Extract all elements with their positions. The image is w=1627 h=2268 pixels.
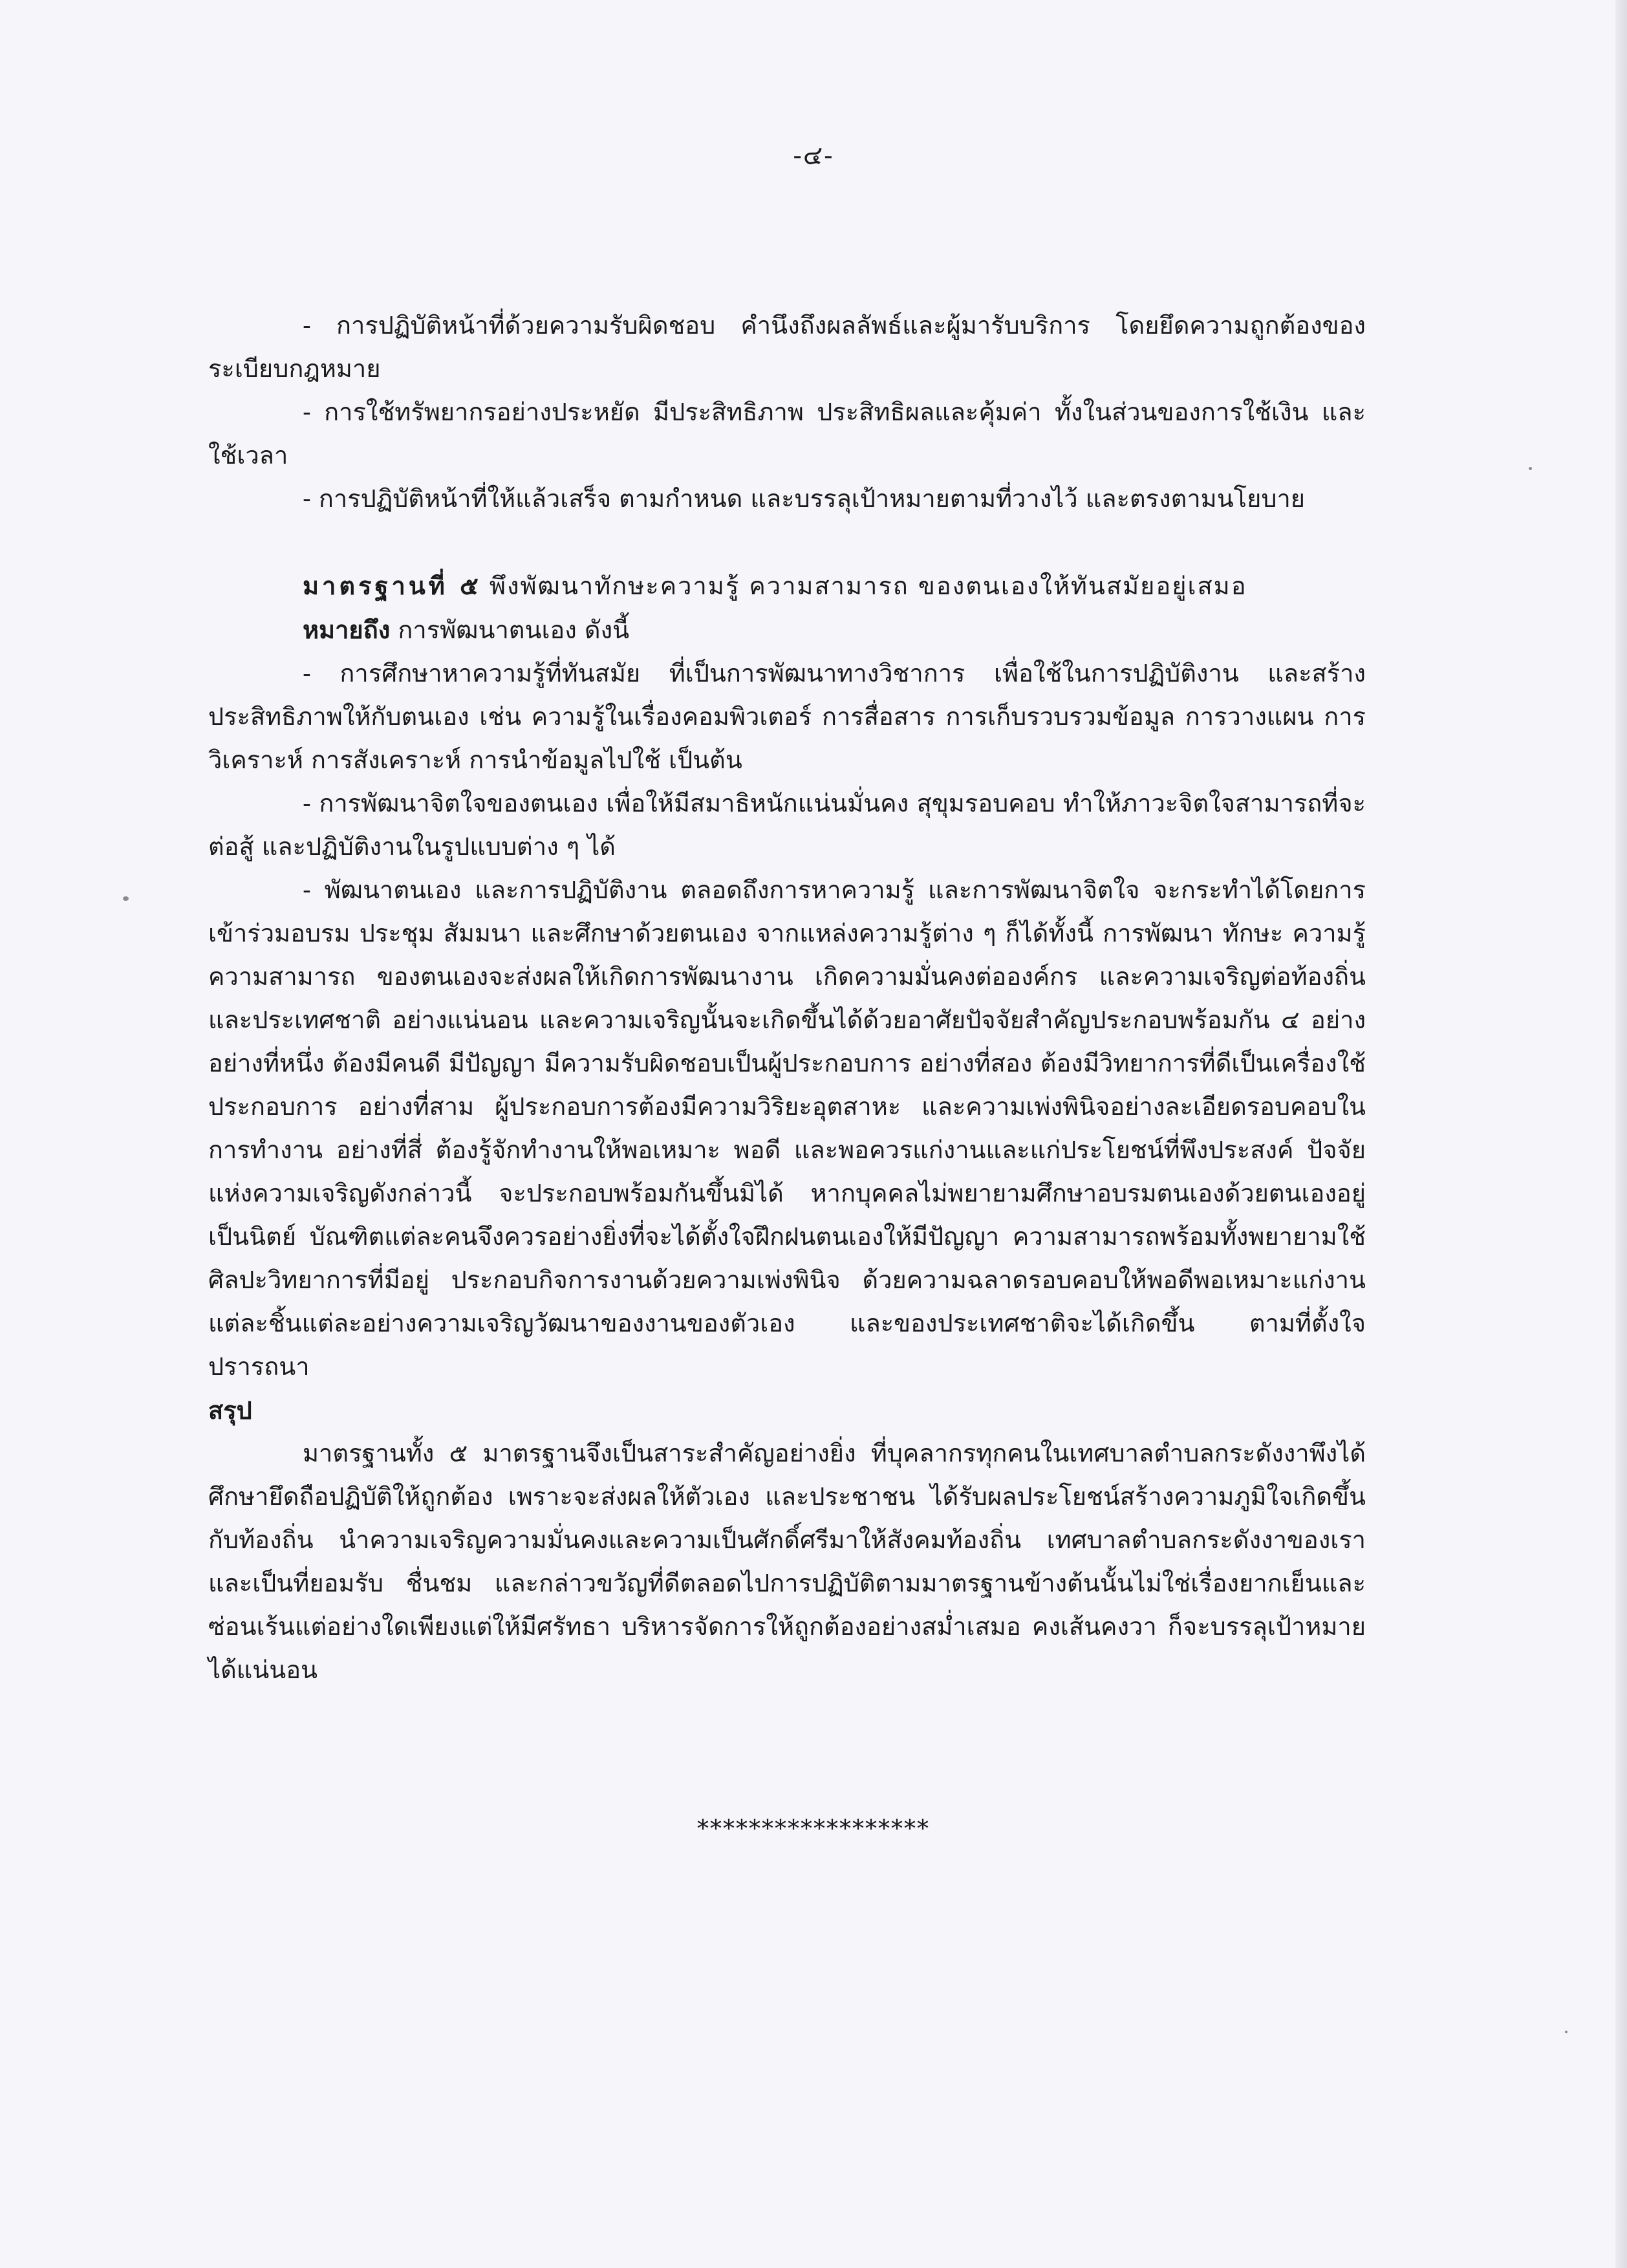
standard-5-title: พึงพัฒนาทักษะความรู้ ความสามารถ ของตนเองให้ทันสมัยอยู่เสมอ [489, 572, 1247, 600]
standard-5-item-3: - พัฒนาตนเอง และการปฏิบัติงาน ตลอดถึงการหาความรู้ และการพัฒนาจิตใจ จะกระทำได้โดยการเข้าร่วมอบรม ประชุม สัมมนา และศึกษาด้วยตนเอง จากแหล่งความรู้ต่าง ๆ ก็ได้ทั้งนี้ การพัฒนา ทักษะ ความรู้ ความสามารถ ของตนเองจะส่งผลให้เกิดการพัฒนางาน เกิดความมั่นคงต่อองค์กร และความเจริญต่อท้องถิ่นและประเทศชาติ อย่างแน่นอน และความเจริญนั้นจะเกิดขึ้นได้ด้วยอาศัยปัจจัยสำคัญประกอบพร้อมกัน ๔ อย่าง อย่างที่หนึ่ง ต้องมีคนดี มีปัญญา มีความรับผิดชอบเป็นผู้ประกอบการ อย่างที่สอง ต้องมีวิทยาการที่ดีเป็นเครื่องใช้ประกอบการ อย่างที่สาม ผู้ประกอบการต้องมีความวิริยะอุตสาหะ และความเพ่งพินิจอย่างละเอียดรอบคอบในการทำงาน อย่างที่สี่ ต้องรู้จักทำงานให้พอเหมาะ พอดี และพอควรแก่งานและแก่ประโยชน์ที่พึงประสงค์ ปัจจัยแห่งความเจริญดังกล่าวนี้ จะประกอบพร้อมกันขึ้นมิได้ หากบุคคลไม่พยายามศึกษาอบรมตนเองด้วยตนเองอยู่เป็นนิตย์ บัณฑิตแต่ละคนจึงควรอย่างยิ่งที่จะได้ตั้งใจฝึกฝนตนเองให้มีปัญญา ความสามารถพร้อมทั้งพยายามใช้ศิลปะวิทยาการที่มีอยู่ ประกอบกิจการงานด้วยความเพ่งพินิจ ด้วยความฉลาดรอบคอบให้พอดีพอเหมาะแก่งานแต่ละชิ้นแต่ละอย่างความเจริญวัฒนาของงานของตัวเอง และของประเทศชาติจะได้เกิดขึ้น ตามที่ตั้งใจปรารถนา [208, 876, 1366, 1381]
scan-speck [1565, 2031, 1568, 2033]
standard-5-item-1: - การศึกษาหาความรู้ที่ทันสมัย ที่เป็นการพัฒนาทางวิชาการ เพื่อใช้ในการปฏิบัติงาน และสร้างประสิทธิภาพให้กับตนเอง เช่น ความรู้ในเรื่องคอมพิวเตอร์ การสื่อสาร การเก็บรวบรวมข้อมูล การวางแผน การวิเคราะห์ การสังเคราะห์ การนำข้อมูลไปใช้ เป็นต้น [208, 659, 1366, 774]
standard-5-label: มาตรฐานที่ ๕ [303, 571, 482, 600]
summary-heading: สรุป [208, 1396, 252, 1425]
scan-edge [1615, 0, 1627, 2268]
document-body [208, 304, 1366, 1692]
standard-5-meaning [208, 608, 1366, 652]
duty-item-2: - การใช้ทรัพยากรอย่างประหยัด มีประสิทธิภาพ ประสิทธิผลและคุ้มค่า ทั้งในส่วนของการใช้เงิน และใช้เวลา [208, 398, 1366, 470]
scan-speck [1529, 467, 1532, 470]
summary-text: มาตรฐานทั้ง ๕ มาตรฐานจึงเป็นสาระสำคัญอย่างยิ่ง ที่บุคลากรทุกคนในเทศบาลตำบลกระดังงาพึงได้ศึกษายึดถือปฏิบัติให้ถูกต้อง เพราะจะส่งผลให้ตัวเอง และประชาชน ได้รับผลประโยชน์สร้างความภูมิใจเกิดขึ้นกับท้องถิ่น นำความเจริญความมั่นคงและความเป็นศักดิ์ศรีมาให้สังคมท้องถิ่น เทศบาลตำบลกระดังงาของเราและเป็นที่ยอมรับ ชื่นชม และกล่าวขวัญที่ดีตลอดไปการปฏิบัติตามมาตรฐานข้างต้นนั้นไม่ใช่เรื่องยากเย็นและซ่อนเร้นแต่อย่างใดเพียงแต่ให้มีศรัทธา บริหารจัดการให้ถูกต้องอย่างสม่ำเสมอ คงเส้นคงวา ก็จะบรรลุเป้าหมายได้แน่นอน [208, 1439, 1366, 1684]
page-number: -๔- [793, 141, 834, 171]
end-marker: ****************** [697, 1816, 930, 1842]
scan-speck [123, 896, 129, 901]
duty-item-3: - การปฏิบัติหน้าที่ให้แล้วเสร็จ ตามกำหนด และบรรลุเป้าหมายตามที่วางไว้ และตรงตามนโยบาย [303, 484, 1306, 513]
meaning-text: การพัฒนาตนเอง ดังนี้ [390, 616, 630, 644]
duty-item-1: - การปฏิบัติหน้าที่ด้วยความรับผิดชอบ คำนึงถึงผลลัพธ์และผู้มารับบริการ โดยยึดความถูกต้องของระเบียบกฎหมาย [208, 311, 1366, 383]
standard-5-heading [208, 564, 1366, 608]
meaning-label: หมายถึง [303, 615, 391, 644]
standard-5-item-2: - การพัฒนาจิตใจของตนเอง เพื่อให้มีสมาธิหนักแน่นมั่นคง สุขุมรอบคอบ ทำให้ภาวะจิตใจสามารถที่จะต่อสู้ และปฏิบัติงานในรูปแบบต่าง ๆ ได้ [208, 789, 1366, 861]
